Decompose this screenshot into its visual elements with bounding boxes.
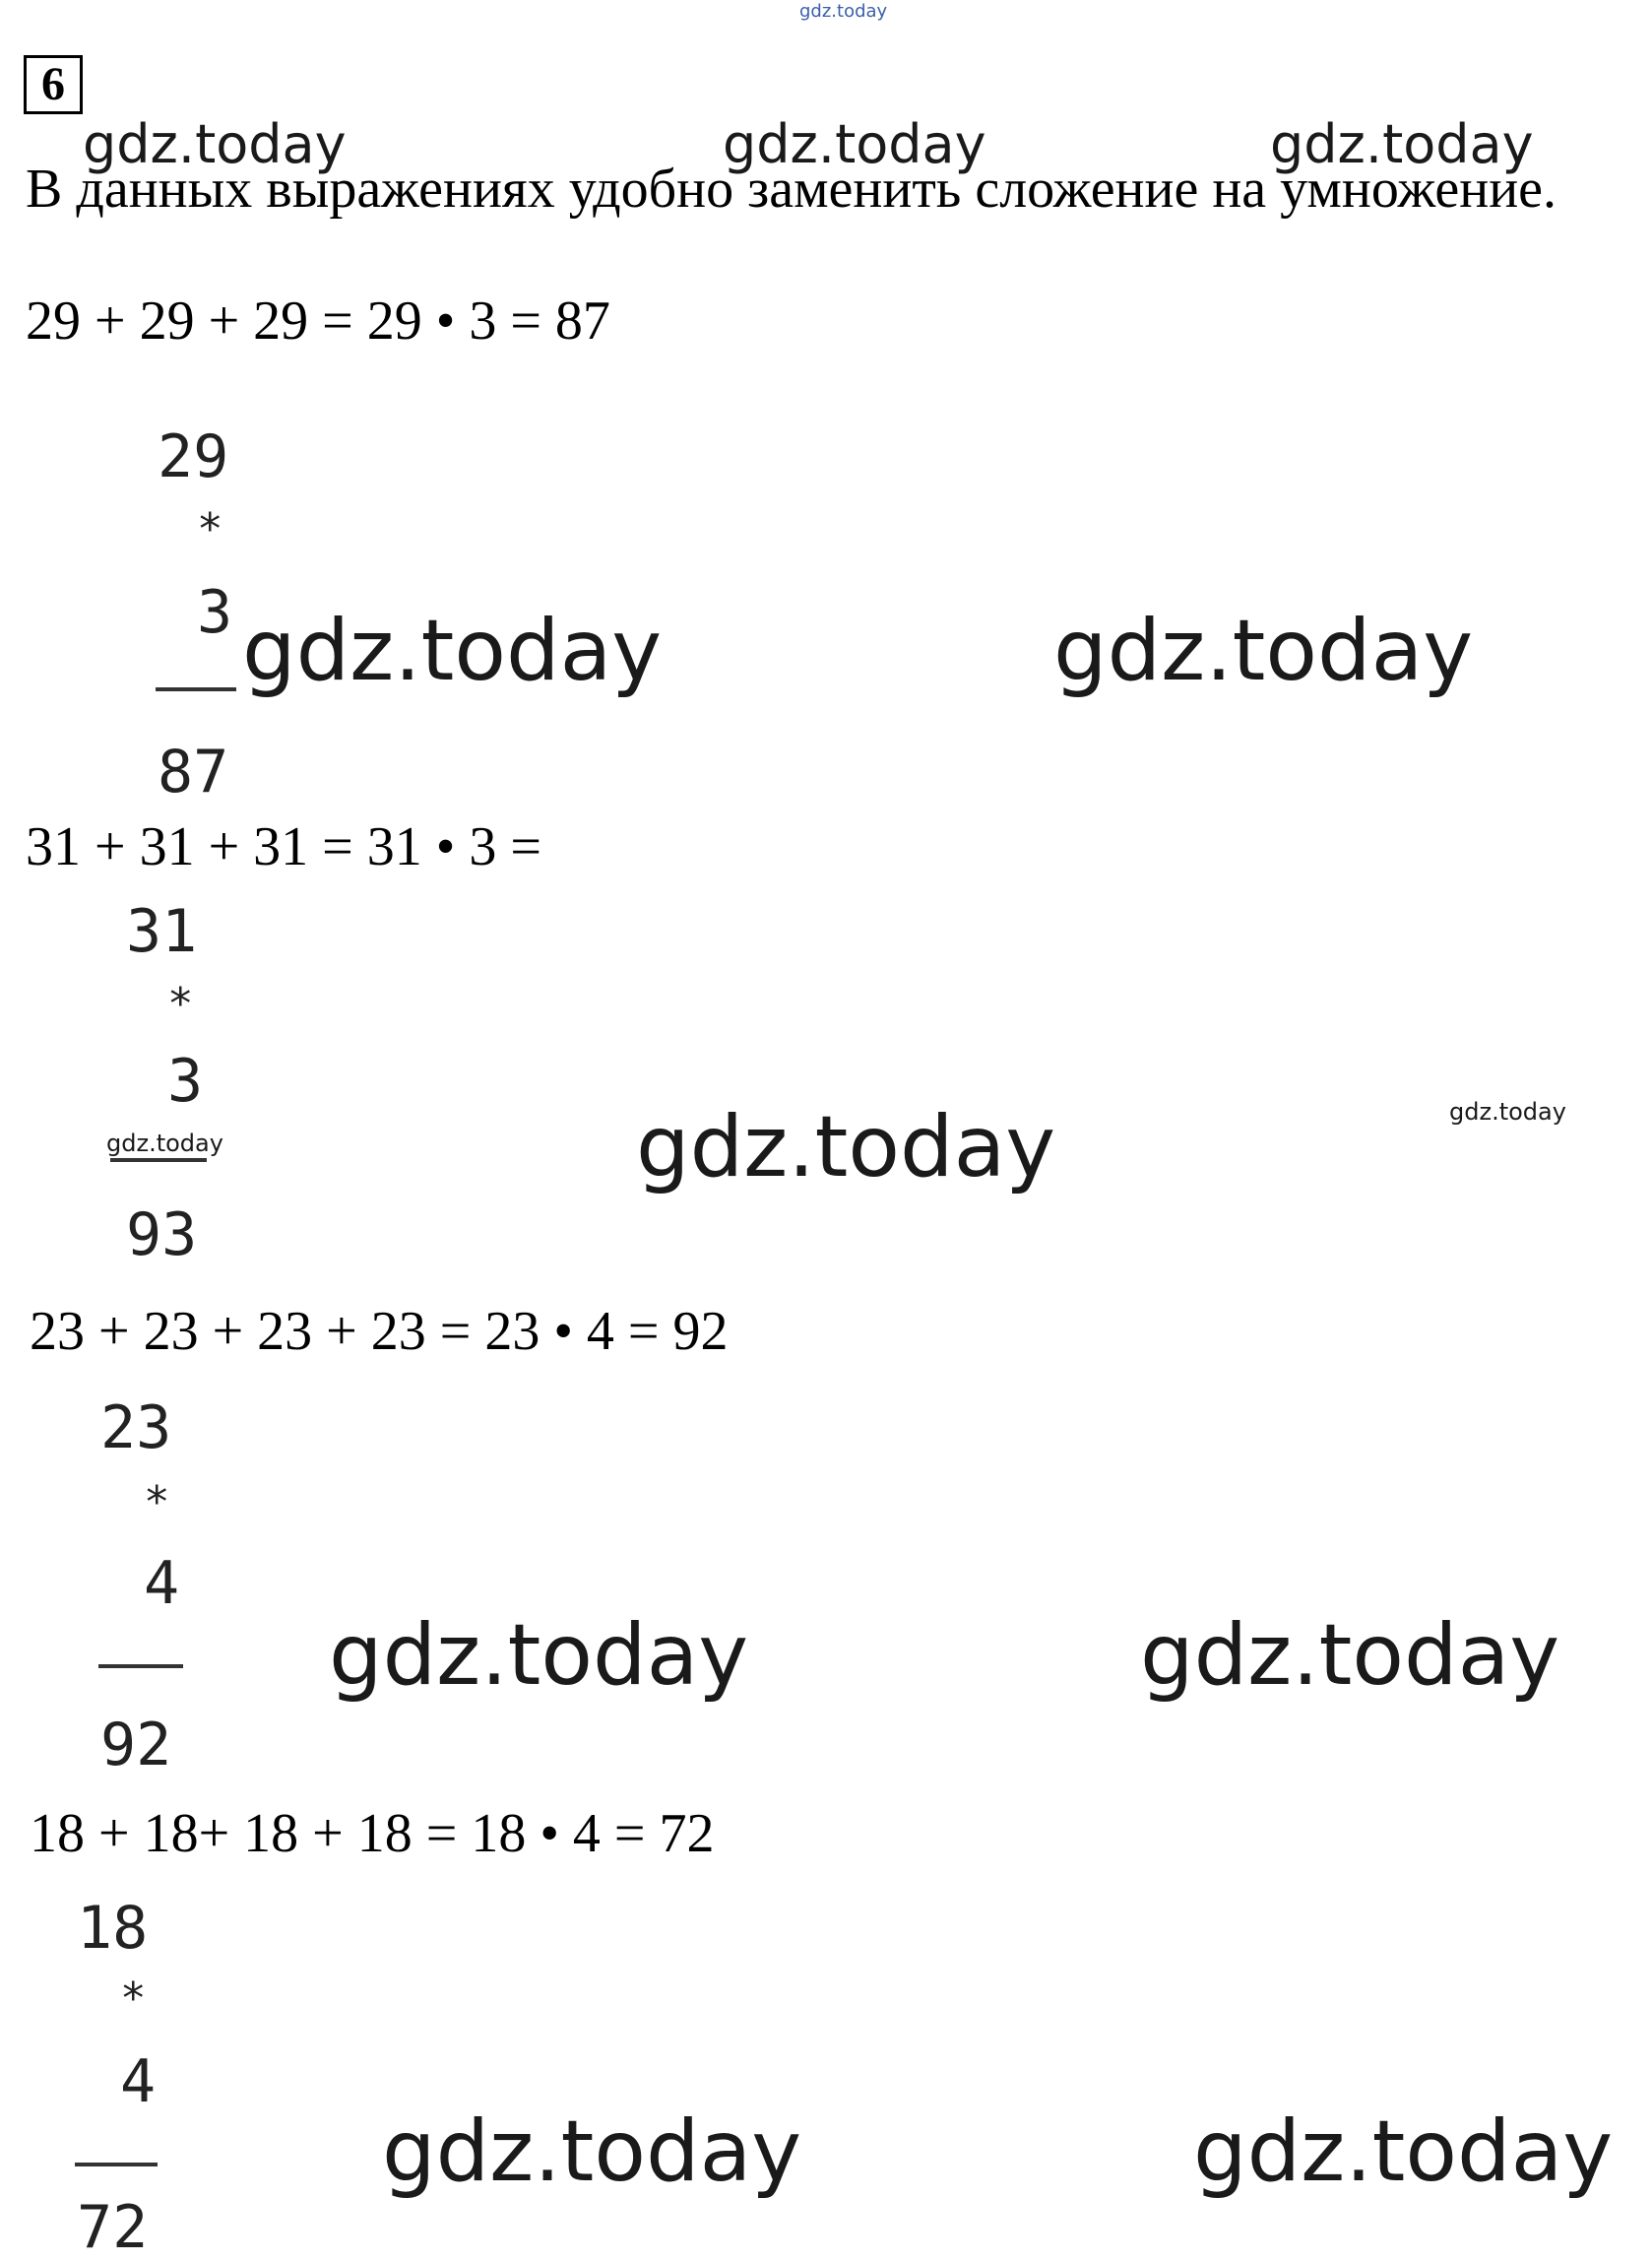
watermark-4a: gdz.today	[382, 2102, 802, 2201]
column-bar-3	[98, 1664, 183, 1668]
watermark-header-right: gdz.today	[1270, 113, 1534, 175]
column-result-4: 72	[77, 2193, 149, 2262]
column-factor-2: 3	[167, 1047, 204, 1116]
column-bar-4	[75, 2163, 158, 2166]
column-bar-1	[156, 687, 236, 691]
column-top-4: 18	[77, 1894, 149, 1963]
column-top-3: 23	[100, 1393, 172, 1462]
watermark-header-center: gdz.today	[723, 113, 986, 175]
column-factor-4: 4	[120, 2047, 157, 2116]
column-top-2: 31	[126, 897, 198, 966]
column-op-4: *	[120, 1973, 147, 2024]
watermark-top: gdz.today	[799, 1, 888, 22]
column-op-1: *	[197, 504, 223, 554]
column-top-1: 29	[158, 422, 229, 491]
watermark-3a: gdz.today	[329, 1606, 749, 1705]
watermark-header-left: gdz.today	[83, 113, 347, 175]
column-factor-3: 4	[144, 1549, 180, 1618]
column-result-3: 92	[100, 1711, 172, 1779]
column-result-1: 87	[158, 738, 229, 807]
watermark-1b: gdz.today	[1053, 602, 1474, 700]
watermark-4b: gdz.today	[1193, 2102, 1614, 2201]
watermark-2b: gdz.today	[1449, 1098, 1566, 1126]
task-number: 6	[24, 55, 83, 114]
column-op-3: *	[144, 1477, 170, 1527]
expression-2: 31 + 31 + 31 = 31 • 3 =	[26, 816, 541, 877]
watermark-2a: gdz.today	[636, 1098, 1056, 1196]
expression-1: 29 + 29 + 29 = 29 • 3 = 87	[26, 291, 610, 352]
expression-4: 18 + 18+ 18 + 18 = 18 • 4 = 72	[30, 1803, 715, 1864]
watermark-3b: gdz.today	[1140, 1606, 1560, 1705]
watermark-1a: gdz.today	[242, 602, 663, 700]
intro-text: В данных выражениях удобно заменить сложение на умножение.	[26, 159, 1557, 220]
watermark-2-small: gdz.today	[106, 1130, 223, 1157]
column-factor-1: 3	[197, 578, 233, 647]
expression-3: 23 + 23 + 23 + 23 = 23 • 4 = 92	[30, 1301, 729, 1362]
column-op-2: *	[167, 979, 194, 1029]
column-result-2: 93	[126, 1200, 198, 1269]
column-bar-2	[110, 1158, 207, 1162]
